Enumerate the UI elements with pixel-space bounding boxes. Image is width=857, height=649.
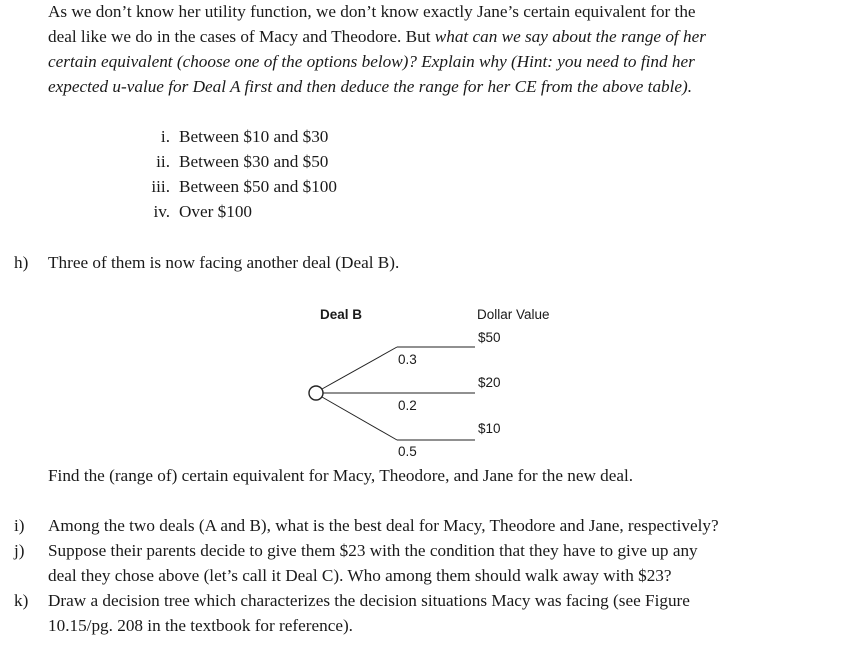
question-h-text: Three of them is now facing another deal (Deal B). — [48, 253, 400, 272]
option-text: Between $10 and $30 — [179, 127, 329, 146]
option-text: Between $30 and $50 — [179, 152, 329, 171]
paragraph-line-2-italic: what can we say about the range of her — [434, 27, 706, 46]
question-text: 10.15/pg. 208 in the textbook for reference). — [48, 616, 353, 635]
question-label: k) — [14, 591, 29, 610]
option-text: Between $50 and $100 — [179, 177, 337, 196]
paragraph-line-1: As we don’t know her utility function, we don’t know exactly Jane’s certain equivalent for the — [48, 2, 696, 21]
question-text: Draw a decision tree which characterizes the decision situations Macy was facing (see Figure — [48, 591, 690, 610]
option-text: Over $100 — [179, 202, 253, 221]
question-text: deal they chose above (let’s call it Deal C). Who among them should walk away with $23? — [48, 566, 672, 585]
branch-probability: 0.5 — [398, 444, 417, 459]
option-number: iii. — [151, 177, 170, 196]
paragraph-line-3: certain equivalent (choose one of the options below)? Explain why (Hint: you need to find her — [48, 52, 695, 71]
question-h-label: h) — [14, 253, 29, 272]
question-text: Among the two deals (A and B), what is the best deal for Macy, Theodore and Jane, respectively? — [48, 516, 719, 535]
paragraph-line-2-plain: deal like we do in the cases of Macy and Theodore. But — [48, 27, 435, 46]
question-label: j) — [14, 541, 25, 560]
tree-column-header: Dollar Value — [477, 307, 550, 322]
chance-node — [309, 386, 323, 400]
branch-line-bottom — [322, 397, 397, 440]
option-number: ii. — [156, 152, 170, 171]
question-text: Suppose their parents decide to give them $23 with the condition that they have to give up any — [48, 541, 698, 560]
tree-title: Deal B — [320, 307, 363, 322]
branch-value: $10 — [478, 421, 501, 436]
branch-probability: 0.3 — [398, 352, 417, 367]
branch-value: $20 — [478, 375, 501, 390]
option-number: iv. — [153, 202, 170, 221]
option-number: i. — [160, 127, 170, 146]
branch-value: $50 — [478, 330, 501, 345]
branch-probability: 0.2 — [398, 398, 417, 413]
question-label: i) — [14, 516, 25, 535]
branch-line-top — [322, 347, 397, 389]
find-instruction: Find the (range of) certain equivalent for Macy, Theodore, and Jane for the new deal. — [48, 466, 634, 485]
paragraph-line-4: expected u-value for Deal A first and then deduce the range for her CE from the above table). — [48, 77, 693, 96]
